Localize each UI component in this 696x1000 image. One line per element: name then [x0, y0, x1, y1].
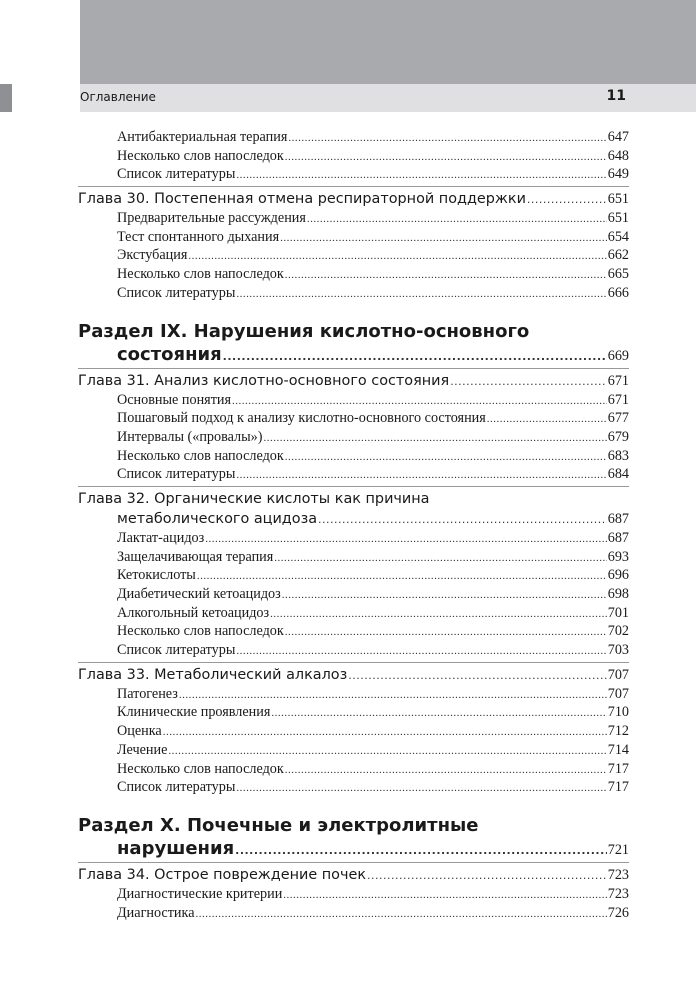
- page-number: 11: [606, 88, 626, 104]
- toc-entry: Алкогольный кетоацидоз ..... 701: [78, 604, 629, 623]
- toc-entry: Несколько слов напоследок ..... 665: [78, 265, 629, 284]
- toc-entry: Патогенез ..... 707: [78, 685, 629, 704]
- toc-entry: Клинические проявления ..... 710: [78, 703, 629, 722]
- toc-chapter-34: Глава 34. Острое повреждение почек ..... 723: [78, 865, 629, 885]
- toc-entry: Оценка ..... 712: [78, 722, 629, 741]
- toc-entry: Тест спонтанного дыхания ..... 654: [78, 228, 629, 247]
- toc-entry: Основные понятия ..... 671: [78, 391, 629, 410]
- header-band: [80, 84, 696, 112]
- toc-entry: Несколько слов напоследок ..... 702: [78, 622, 629, 641]
- toc-entry: Диагностические критерии ..... 723: [78, 885, 629, 904]
- toc-entry: Экстубация ..... 662: [78, 246, 629, 265]
- toc-entry: Список литературы ..... 684: [78, 465, 629, 484]
- toc-entry: Интервалы («провалы») ..... 679: [78, 428, 629, 447]
- toc-chapter-32: метаболического ацидоза ..... 687: [78, 509, 629, 529]
- divider: [78, 862, 629, 863]
- toc-entry: Список литературы ..... 717: [78, 778, 629, 797]
- toc-entry: Лактат-ацидоз ..... 687: [78, 529, 629, 548]
- toc-entry: Защелачивающая терапия ..... 693: [78, 548, 629, 567]
- divider: [78, 368, 629, 369]
- header-left-tab: [0, 84, 12, 112]
- toc-chapter-32-title: Глава 32. Органические кислоты как причина: [78, 490, 430, 507]
- toc-section-9-title: Раздел IX. Нарушения кислотно-основного: [78, 320, 530, 342]
- toc-section-10: нарушения ..... 721: [78, 838, 629, 860]
- toc-entry: Лечение ..... 714: [78, 741, 629, 760]
- toc-section-9: состояния ..... 669: [78, 344, 629, 366]
- header-title: Оглавление: [80, 90, 156, 104]
- toc-entry: Кетокислоты ..... 696: [78, 566, 629, 585]
- toc-entry: Пошаговый подход к анализу кислотно-основного состояния ..... 677: [78, 409, 629, 428]
- divider: [78, 486, 629, 487]
- toc-entry: Диагностика ..... 726: [78, 904, 629, 923]
- toc-entry: Предварительные рассуждения ..... 651: [78, 209, 629, 228]
- toc-entry: Список литературы ..... 666: [78, 284, 629, 303]
- toc-entry: Несколько слов напоследок ..... 683: [78, 447, 629, 466]
- toc-entry: Несколько слов напоследок ..... 717: [78, 760, 629, 779]
- toc-chapter-30: Глава 30. Постепенная отмена респираторной поддержки ..... 651: [78, 189, 629, 209]
- top-gray-band: [80, 0, 696, 84]
- toc-chapter-31: Глава 31. Анализ кислотно-основного состояния ..... 671: [78, 371, 629, 391]
- toc-entry: Антибактериальная терапия ..... 647: [78, 128, 629, 147]
- toc-chapter-33: Глава 33. Метаболический алкалоз ..... 707: [78, 665, 629, 685]
- toc-entry: Несколько слов напоследок ..... 648: [78, 147, 629, 166]
- toc-entry: Диабетический кетоацидоз ..... 698: [78, 585, 629, 604]
- divider: [78, 186, 629, 187]
- toc-section-10-title: Раздел X. Почечные и электролитные: [78, 814, 479, 836]
- toc-entry: Список литературы ..... 649: [78, 165, 629, 184]
- running-header: [0, 84, 696, 112]
- toc-entry: Список литературы ..... 703: [78, 641, 629, 660]
- table-of-contents: [78, 128, 629, 922]
- divider: [78, 662, 629, 663]
